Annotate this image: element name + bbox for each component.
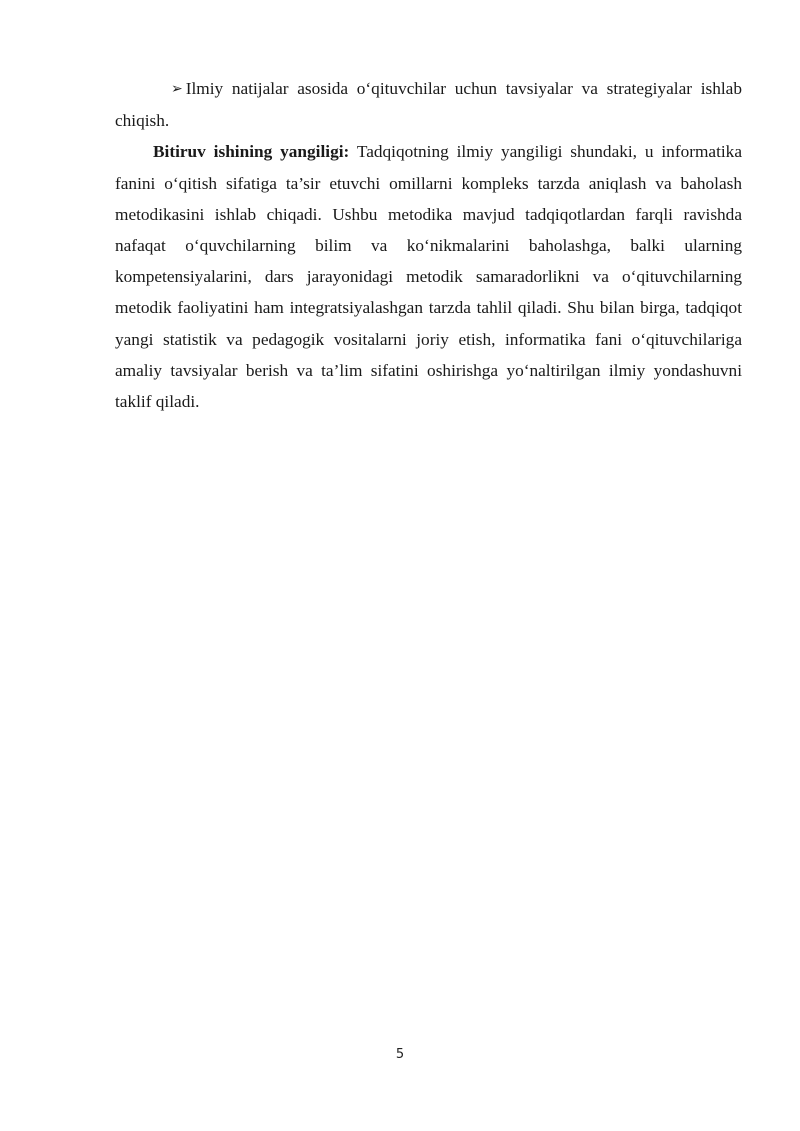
page-content — [115, 73, 742, 417]
bullet-list-item — [115, 73, 742, 136]
page-number: 5 — [395, 1047, 405, 1062]
arrow-bullet-icon: ➢ — [171, 81, 183, 97]
novelty-paragraph — [115, 136, 742, 417]
bullet-item-text: Ilmiy natijalar asosida o‘qituvchilar uchun tavsiyalar va strategiyalar ishlab chiqish. — [115, 79, 742, 131]
novelty-heading: Bitiruv ishining yangiligi: — [153, 142, 350, 162]
novelty-text: Tadqiqotning ilmiy yangiligi shundaki, u informatika fanini o‘qitish sifatiga ta’sir etuvchi omillarni kompleks tarzda aniqlash va baholash metodikasini ishlab chiqadi. Ushbu metodika mavjud tadqiqotlardan farqli ravishda nafaqat o‘quvchilarning bilim va ko‘nikmalarini baholashga, balki ularning kompetensiyalarini, dars jarayonidagi metodik samaradorlikni va o‘qituvchilarning metodik faoliyatini ham integratsiyalashgan tarzda tahlil qiladi. Shu bilan birga, tadqiqot yangi statistik va pedagogik vositalarni joriy etish, informatika fani o‘qituvchilariga amaliy tavsiyalar berish va ta’lim sifatini oshirishga yo‘naltirilgan ilmiy yondashuvni taklif qiladi. — [115, 142, 742, 412]
